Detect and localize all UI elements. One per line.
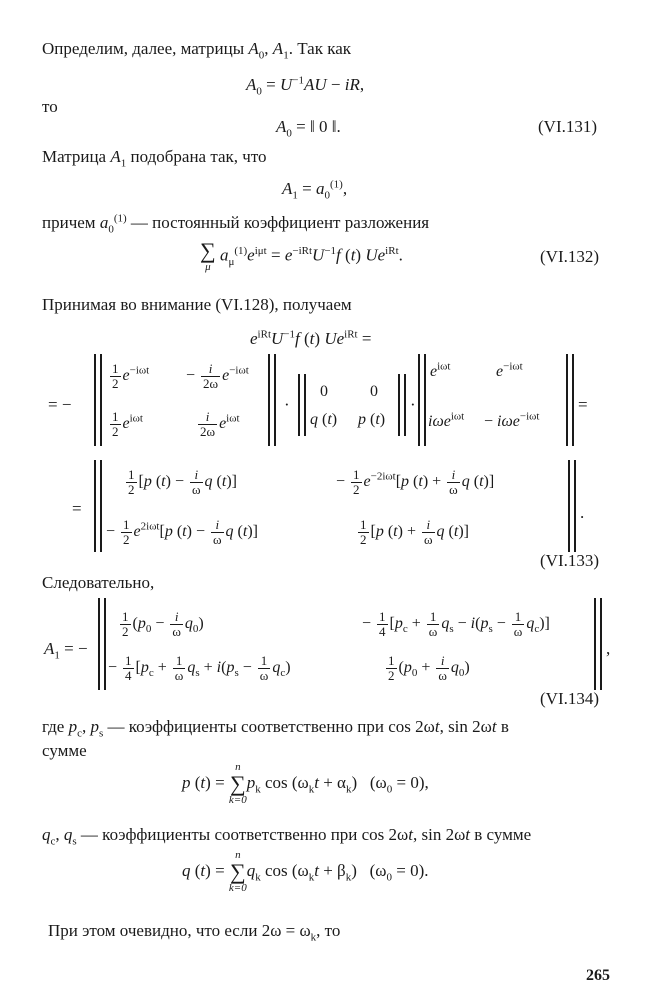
matrix-bar bbox=[98, 598, 106, 690]
equation-a1-a0: $A_1 = a_0^{(1)}$, bbox=[282, 178, 348, 202]
matrix-1-cell-21: $\frac{1}{2}$ $e^{i\omega t}$ bbox=[112, 409, 143, 439]
text-to: то bbox=[42, 97, 58, 116]
period: . bbox=[580, 503, 585, 522]
matrix-5-cell-12: − $\frac{1}{4}$ [$p_c$ + $\frac{1}{\omega}$ $q_s - i(p_s$ − $\frac{1}{\omega}$ $q_c$)] bbox=[362, 609, 550, 639]
equation-134-lhs: $A_1$ = − bbox=[44, 639, 88, 662]
matrix-bar bbox=[94, 460, 102, 552]
matrix-bar bbox=[418, 354, 426, 446]
matrix-2-cell-12: 0 bbox=[370, 383, 378, 400]
equation-number-134: (VI.134) bbox=[540, 689, 600, 708]
text-sledovatelno: Следовательно, bbox=[42, 573, 155, 592]
text-last: При этом очевидно, что если $2\omega = \omega_k$, то bbox=[48, 921, 341, 944]
matrix-4-cell-21: − $\frac{1}{2}$ $e^{2i\omega t}[p$ (t) − $\frac{i}{\omega}$ q (t)] bbox=[106, 517, 258, 547]
matrix-bar bbox=[566, 354, 574, 446]
matrix-bar bbox=[94, 354, 102, 446]
matrix-bar bbox=[298, 374, 306, 436]
matrix-3-cell-11: $e^{i\omega t}$ bbox=[430, 360, 451, 380]
matrix-5-cell-11: $\frac{1}{2}$ ($p_0$ − $\frac{i}{\omega}$ $q_0$) bbox=[122, 609, 204, 639]
matrix-1-cell-22: $\frac{i}{2\omega}$ $e^{i\omega t}$ bbox=[200, 409, 240, 439]
matrix-1-cell-11: $\frac{1}{2}$ $e^{-i\omega t}$ bbox=[112, 361, 150, 391]
text-gde: где $p_c$, $p_s$ — коэффициенты соответственно при cos 2ωt, sin 2ωt в bbox=[42, 717, 509, 740]
text-summe: сумме bbox=[42, 741, 87, 760]
comma: , bbox=[606, 639, 611, 658]
matrix-3-cell-21: iωe$^{i\omega t}$ bbox=[428, 410, 465, 430]
matrix-3-cell-22: − iωe$^{-i\omega t}$ bbox=[484, 410, 540, 430]
matrix-5-cell-22: $\frac{1}{2}$ ($p_0$ + $\frac{i}{\omega}$ $q_0$) bbox=[388, 653, 470, 683]
matrix-2-cell-22: p (t) bbox=[358, 411, 386, 428]
equals-op: = bbox=[578, 395, 588, 414]
equation-133-minus: = − bbox=[48, 395, 72, 414]
matrix-1-cell-12: − $\frac{i}{2\omega}$ $e^{-i\omega t}$ bbox=[186, 361, 249, 391]
text-line-1: Определим, далее, матрицы $A_0$, $A_1$. Так как bbox=[42, 39, 352, 62]
equation-133-lhs: $e^{iRt}U^{-1}f$ (t) $Ue^{iRt}$ = bbox=[250, 328, 372, 348]
equation-a0-zero: $A_0$ = ‖ 0 ‖. bbox=[276, 117, 341, 140]
page-number: 265 bbox=[586, 967, 610, 984]
text-prinimaya: Принимая во внимание (VI.128), получаем bbox=[42, 295, 352, 314]
equation-p-sum: p (t) = n ∑ k=0 $p_k$ $\cos (\omega_kt + \alpha_k) (\omega_0 = 0)$, bbox=[182, 761, 429, 806]
text-q-line: $q_c$, $q_s$ — коэффициенты соответственно при cos 2ωt, sin 2ωt в сумме bbox=[42, 825, 532, 848]
equation-a0-def: $A_0 = U^{-1}AU$ − iR, bbox=[246, 74, 365, 98]
matrix-bar bbox=[594, 598, 602, 690]
matrix-bar bbox=[568, 460, 576, 552]
text-matrix-a1: Матрица $A_1$ подобрана так, что bbox=[42, 147, 267, 170]
matrix-4-cell-11: $\frac{1}{2}$ [p (t) − $\frac{i}{\omega}$ q (t)] bbox=[128, 467, 237, 497]
equation-number-133: (VI.133) bbox=[540, 551, 600, 570]
matrix-2-cell-11: 0 bbox=[320, 383, 328, 400]
matrix-4-cell-22: $\frac{1}{2}$ [p (t) + $\frac{i}{\omega}$ q (t)] bbox=[360, 517, 469, 547]
matrix-bar bbox=[268, 354, 276, 446]
equation-number-132: (VI.132) bbox=[540, 247, 600, 266]
equation-sum-132: ∑ μ $a_\mu^{(1)}e^{i\mu t} = e^{-iRt}U^{-1}f$ (t) $Ue^{iRt}$. bbox=[200, 238, 403, 273]
matrix-4-cell-12: − $\frac{1}{2}$ $e^{-2i\omega t}[p$ (t) + $\frac{i}{\omega}$ q (t)] bbox=[336, 467, 495, 497]
dot-op: · bbox=[410, 395, 416, 414]
text-prichem: причем $a_0^{(1)}$ — постоянный коэффициент разложения bbox=[42, 212, 430, 236]
equation-number-131: (VI.131) bbox=[538, 117, 598, 136]
matrix-2-cell-21: q (t) bbox=[310, 411, 338, 428]
matrix-5-cell-21: − $\frac{1}{4}$ [$p_c$ + $\frac{1}{\omega}$ $q_s + i(p_s$ − $\frac{1}{\omega}$ $q_c$) bbox=[108, 653, 291, 683]
matrix-3-cell-12: $e^{-i\omega t}$ bbox=[496, 360, 523, 380]
equation-q-sum: q (t) = n ∑ k=0 $q_k$ $\cos (\omega_kt + \beta_k) (\omega_0 = 0)$. bbox=[182, 849, 429, 894]
equals-op: = bbox=[72, 499, 82, 518]
dot-op: · bbox=[284, 395, 290, 414]
matrix-bar bbox=[398, 374, 406, 436]
